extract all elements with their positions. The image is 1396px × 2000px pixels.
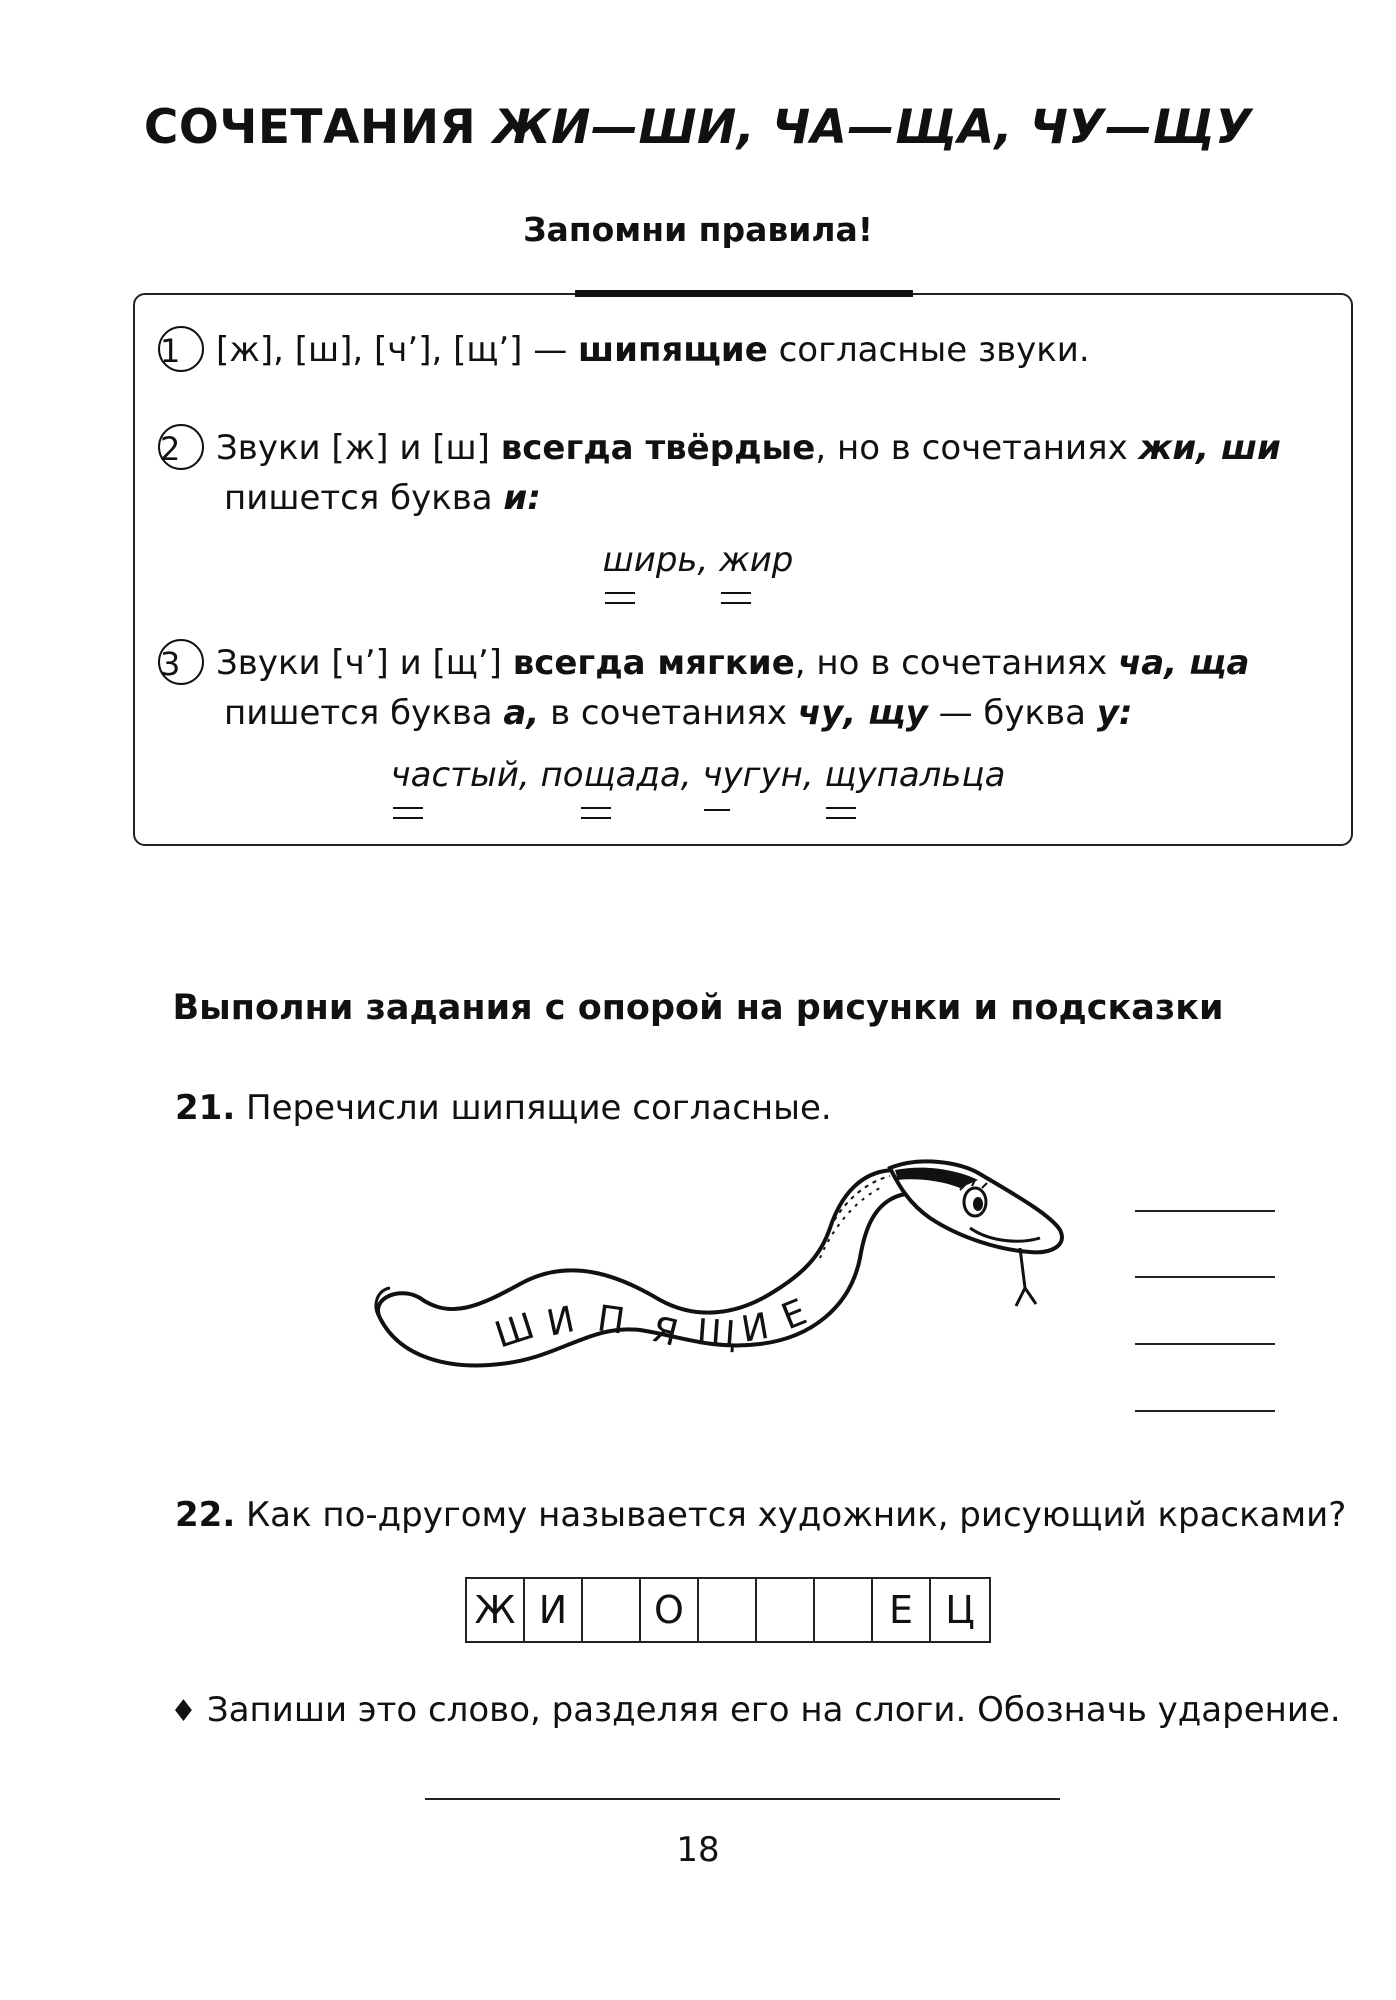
answer-line[interactable] [1135,1276,1275,1278]
grid-cell: И [525,1579,583,1641]
separator: , [680,755,703,795]
rule-text: Звуки [ч’] и [щ’] [216,643,513,683]
rule-number: 1 [158,326,204,372]
rule-text: в сочетаниях [539,693,798,733]
section-title: Выполни задания с опорой на рисунки и подсказки [172,988,1224,1028]
example-word: ширь [602,540,698,580]
rules-box-tab [575,290,913,297]
word-grid [465,1577,991,1643]
grid-cell-empty[interactable] [699,1579,757,1641]
grid-cell: Е [873,1579,931,1641]
snake-letter: Щ [695,1312,738,1356]
diamond-icon: ♦ [170,1694,197,1729]
rule-bold: шипящие [578,330,768,370]
example-word: пощада [540,755,681,795]
rule-3 [158,638,1333,688]
rule-bold-italic: ча, ща [1117,643,1250,683]
example-word: частый [390,755,519,795]
rule-letter: и: [503,478,541,518]
grid-cell: Ж [467,1579,525,1641]
rule-1 [158,325,1333,375]
page-title [0,100,1396,155]
rule-bold: всегда мягкие [512,643,795,683]
rule-2-examples [0,540,1396,580]
rule-text: — буква [927,693,1097,733]
snake-letter: П [594,1298,628,1343]
rule-letter: а, [503,693,540,733]
title-prefix: СОЧЕТАНИЯ [143,100,494,155]
snake-letter: И [738,1305,773,1351]
separator: , [697,540,720,580]
rule-text: пишется буква [224,478,504,518]
rule-text: , но в сочетаниях [794,643,1118,683]
rule-2-line2 [158,473,1333,523]
rule-text: , но в сочетаниях [815,428,1139,468]
task-21 [175,1088,832,1128]
rule-2 [158,423,1333,473]
grid-cell-empty[interactable] [815,1579,873,1641]
rule-3-examples [0,755,1396,795]
task-text: Запиши это слово, разделяя его на слоги. Обозначь ударение. [206,1690,1341,1730]
task-number: 21. [175,1088,236,1128]
rule-bold-italic: чу, щу [797,693,928,733]
rule-letter: у: [1096,693,1133,733]
snake-letter: И [543,1299,579,1345]
rule-text: пишется буква [224,693,504,733]
grid-cell-empty[interactable] [757,1579,815,1641]
task-22 [175,1495,1346,1535]
task-text: Как по-другому называется художник, рисующий красками? [235,1495,1347,1535]
task-text: Перечисли шипящие согласные. [235,1088,832,1128]
task-number: 22. [175,1495,236,1535]
answer-line[interactable] [1135,1210,1275,1212]
separator: , [802,755,825,795]
example-word: щупальца [824,755,1006,795]
example-word: жир [719,540,794,580]
page-number: 18 [676,1830,720,1870]
snake-illustration [360,1158,1080,1428]
rule-number: 3 [158,639,204,685]
title-pairs: ЖИ—ШИ, ЧА—ЩА, ЧУ—ЩУ [493,100,1253,155]
grid-cell: Ц [945,1588,975,1632]
rule-text: согласные звуки. [767,330,1090,370]
rule-bold: всегда твёрдые [500,428,816,468]
rule-3-line2 [158,688,1333,738]
answer-line[interactable] [1135,1343,1275,1345]
rule-text: Звуки [ж] и [ш] [216,428,501,468]
rules-subtitle: Запомни правила! [523,210,873,249]
grid-cell-empty[interactable] [583,1579,641,1641]
example-word: чугун [702,755,803,795]
snake-letter: Ш [490,1305,540,1357]
rule-bold-italic: жи, ши [1138,428,1281,468]
snake-body [378,1170,905,1366]
rule-number: 2 [158,424,204,470]
rule-text: [ж], [ш], [ч’], [щ’] — [216,330,579,370]
snake-letter: Я [647,1308,683,1355]
answer-line[interactable] [425,1798,1060,1800]
snake-tongue [1016,1248,1036,1306]
snake-letter: Е [776,1291,813,1339]
answer-line[interactable] [1135,1410,1275,1412]
snake-pupil [973,1197,983,1211]
separator: , [518,755,541,795]
grid-cell: О [641,1579,699,1641]
task-22-extra [170,1690,1341,1730]
